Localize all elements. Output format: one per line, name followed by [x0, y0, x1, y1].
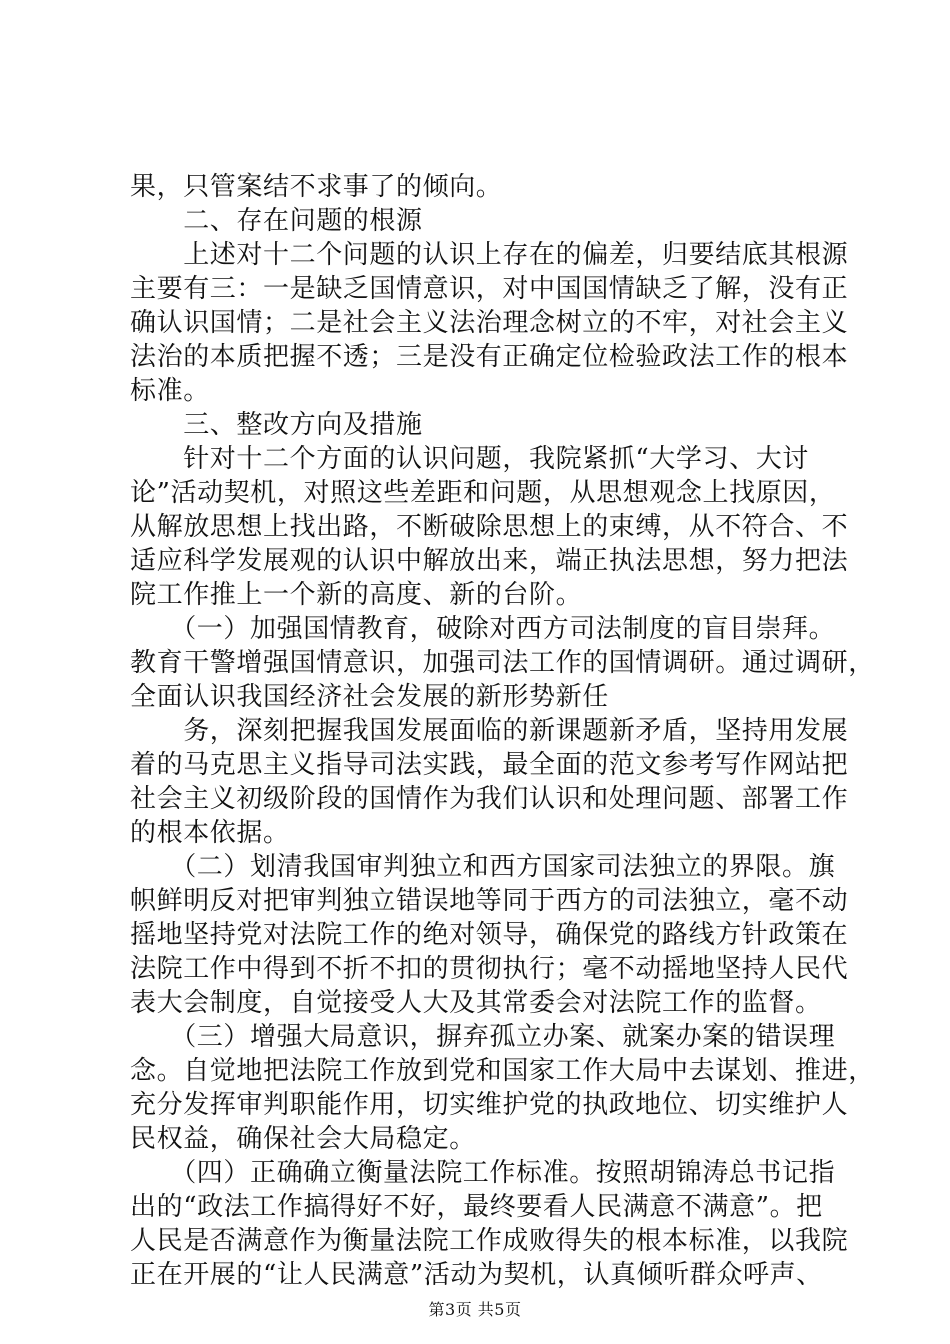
- section-heading: 三、整改方向及措施: [130, 410, 423, 440]
- text-line: （四）正确确立衡量法院工作标准。按照胡锦涛总书记指: [130, 1158, 836, 1188]
- text-line: 社会主义初级阶段的国情作为我们认识和处理问题、部署工作: [130, 784, 849, 814]
- text-line: 人民是否满意作为衡量法院工作成败得失的根本标准，以我院: [130, 1226, 849, 1256]
- text-line: （二）划清我国审判独立和西方国家司法独立的界限。旗: [130, 852, 836, 882]
- text-line: 从解放思想上找出路，不断破除思想上的束缚，从不符合、不: [130, 512, 849, 542]
- text-line: 全面认识我国经济社会发展的新形势新任: [130, 682, 609, 712]
- text-line: 着的马克思主义指导司法实践，最全面的范文参考写作网站把: [130, 750, 849, 780]
- text-line: 法院工作中得到不折不扣的贯彻执行；毫不动摇地坚持人民代: [130, 954, 849, 984]
- text-line: 摇地坚持党对法院工作的绝对领导，确保党的路线方针政策在: [130, 920, 849, 950]
- text-line: 标准。: [130, 376, 210, 406]
- text-line: 果，只管案结不求事了的倾向。: [130, 172, 503, 202]
- text-line: 正在开展的“让人民满意”活动为契机，认真倾听群众呼声、: [130, 1260, 823, 1290]
- page-number-footer: 第3页 共5页: [428, 1300, 522, 1319]
- text-line: 论”活动契机，对照这些差距和问题，从思想观念上找原因，: [130, 478, 836, 508]
- section-heading: 二、存在问题的根源: [130, 206, 423, 236]
- text-line: 充分发挥审判职能作用，切实维护党的执政地位、切实维护人: [130, 1090, 849, 1120]
- text-line: 法治的本质把握不透；三是没有正确定位检验政法工作的根本: [130, 342, 849, 372]
- text-line: 上述对十二个问题的认识上存在的偏差，归要结底其根源: [130, 240, 849, 270]
- text-line: 民权益，确保社会大局稳定。: [130, 1124, 476, 1154]
- text-line: 教育干警增强国情意识，加强司法工作的国情调研。通过调研，: [130, 648, 875, 678]
- text-line: 确认识国情；二是社会主义法治理念树立的不牢，对社会主义: [130, 308, 849, 338]
- text-line: 帜鲜明反对把审判独立错误地等同于西方的司法独立，毫不动: [130, 886, 849, 916]
- text-line: 的根本依据。: [130, 818, 290, 848]
- text-line: 针对十二个方面的认识问题，我院紧抓“大学习、大讨: [130, 444, 809, 474]
- text-line: 适应科学发展观的认识中解放出来，端正执法思想，努力把法: [130, 546, 849, 576]
- text-line: 院工作推上一个新的高度、新的台阶。: [130, 580, 583, 610]
- text-line: 表大会制度，自觉接受人大及其常委会对法院工作的监督。: [130, 988, 822, 1018]
- text-line: 出的“政法工作搞得好不好，最终要看人民满意不满意”。把: [130, 1192, 823, 1222]
- text-line: 务，深刻把握我国发展面临的新课题新矛盾，坚持用发展: [130, 716, 849, 746]
- text-line: （一）加强国情教育，破除对西方司法制度的盲目崇拜。: [130, 614, 836, 644]
- text-line: 念。自觉地把法院工作放到党和国家工作大局中去谋划、推进，: [130, 1056, 875, 1086]
- text-line: （三）增强大局意识，摒弃孤立办案、就案办案的错误理: [130, 1022, 836, 1052]
- text-line: 主要有三：一是缺乏国情意识，对中国国情缺乏了解，没有正: [130, 274, 849, 304]
